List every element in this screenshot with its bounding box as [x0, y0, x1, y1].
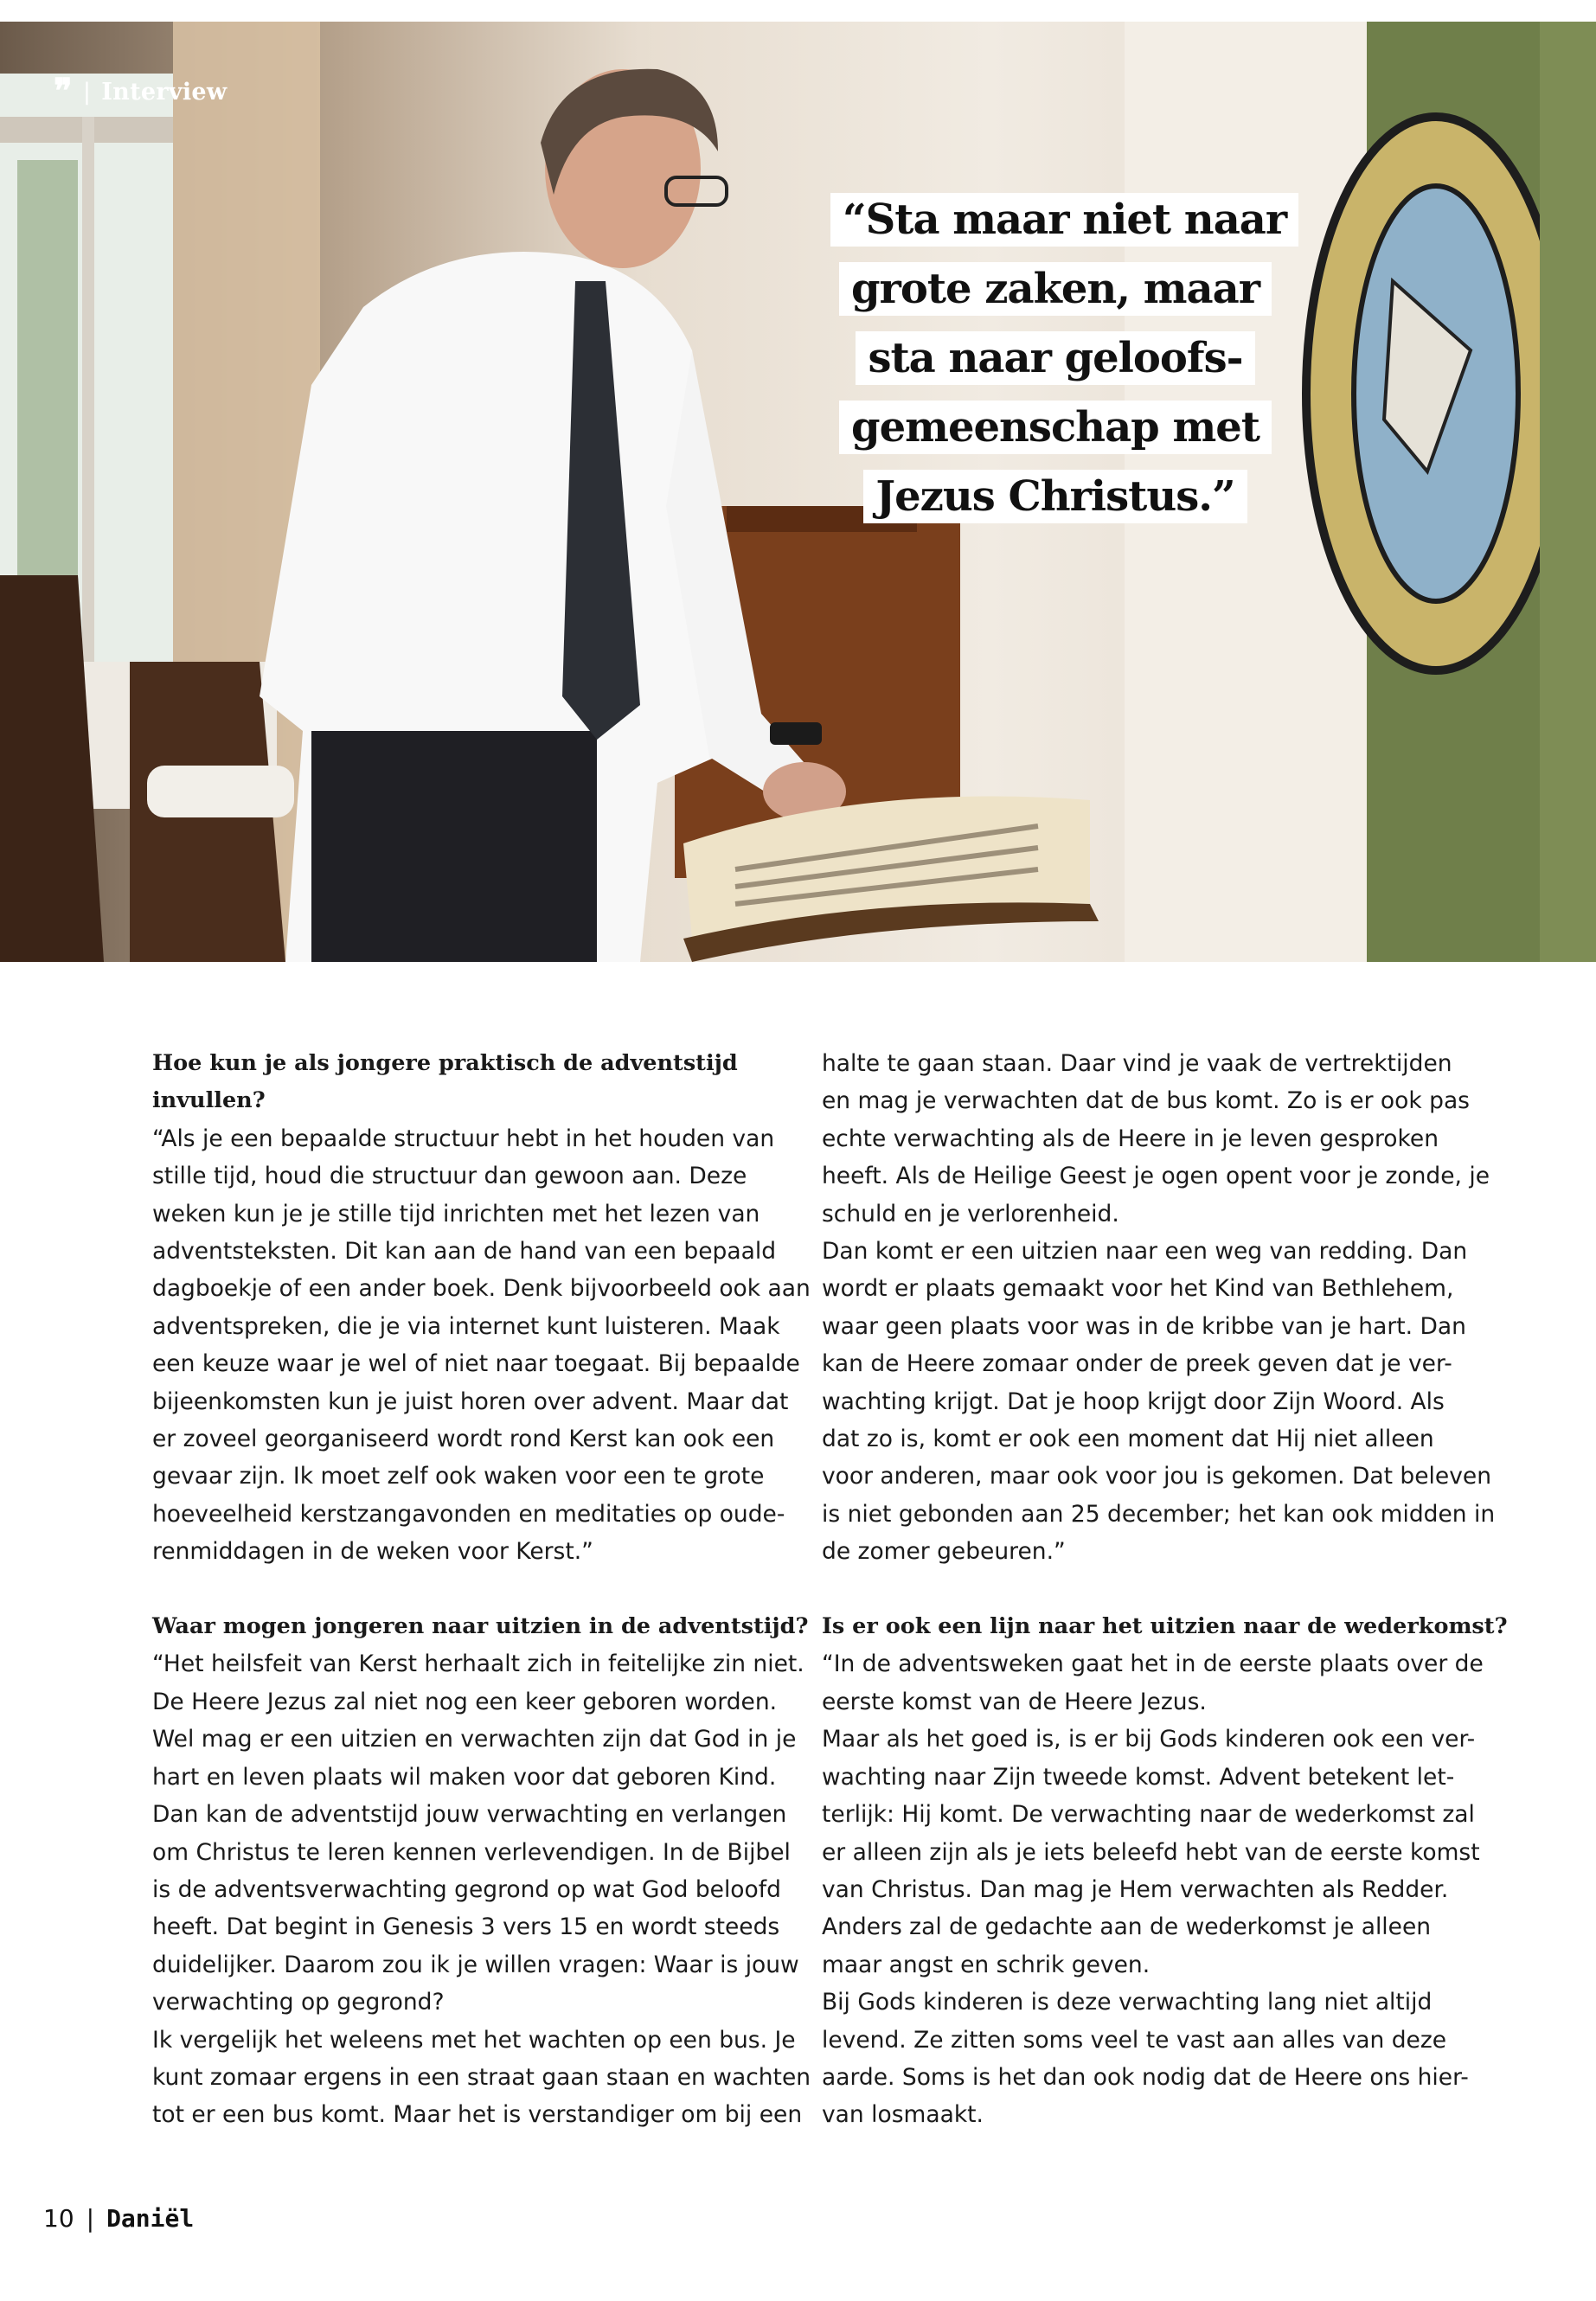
body-line: “In de adventsweken gaat het in de eerste plaats over de: [822, 1650, 1484, 1678]
body-line: Wel mag er een uitzien en verwachten zijn dat God in je: [152, 1726, 797, 1753]
body-line: een keuze waar je wel of niet naar toegaat. Bij bepaalde: [152, 1350, 800, 1378]
hero-photo: [0, 22, 1596, 962]
section-tag-label: Interview: [101, 79, 228, 106]
article-column-left: [152, 1045, 811, 2134]
man-trousers: [311, 731, 597, 962]
section-tag-separator: |: [82, 79, 92, 106]
pull-quote-line: sta naar geloofs-: [856, 331, 1254, 385]
body-line: voor anderen, maar ook voor jou is gekomen. Dat beleven: [822, 1463, 1491, 1490]
body-line: wachting krijgt. Dat je hoop krijgt door Zijn Woord. Als: [822, 1388, 1445, 1415]
body-line: er alleen zijn als je iets beleefd hebt van de eerste komst: [822, 1838, 1480, 1866]
body-line: stille tijd, houd die structuur dan gewoon aan. Deze: [152, 1163, 747, 1190]
body-line: kunt zomaar ergens in een straat gaan staan en wachten: [152, 2063, 811, 2091]
body-line: kan de Heere zomaar onder de preek geven dat je ver-: [822, 1350, 1452, 1378]
body-line: om Christus te leren kennen verlevendigen. In de Bijbel: [152, 1838, 791, 1866]
body-line: en mag je verwachten dat de bus komt. Zo is er ook pas: [822, 1087, 1470, 1115]
pull-quote-line: Jezus Christus.”: [863, 470, 1247, 523]
body-line: “Als je een bepaalde structuur hebt in het houden van: [152, 1125, 775, 1152]
article-column-right: [822, 1045, 1508, 2134]
body-line: dat zo is, komt er ook een moment dat Hij niet alleen: [822, 1426, 1434, 1453]
pull-quote-line: “Sta maar niet naar: [830, 193, 1298, 247]
body-line: duidelijker. Daarom zou ik je willen vragen: Waar is jouw: [152, 1951, 799, 1978]
body-line: adventspreken, die je via internet kunt luisteren. Maak: [152, 1312, 780, 1340]
body-line: Ik vergelijk het weleens met het wachten op een bus. Je: [152, 2026, 796, 2054]
window-mullion: [82, 117, 94, 688]
body-line: halte te gaan staan. Daar vind je vaak de vertrektijden: [822, 1050, 1452, 1077]
body-line: is de adventsverwachting gegrond op wat God beloofd: [152, 1875, 781, 1903]
body-line: hoeveelheid kerstzangavonden en meditaties op oude-: [152, 1500, 785, 1528]
body-line: verwachting op gegrond?: [152, 1989, 445, 2016]
question-heading: Hoe kun je als jongere praktisch de adventstijd: [152, 1050, 738, 1076]
body-line: hart en leven plaats wil maken voor dat geboren Kind.: [152, 1763, 777, 1791]
body-line: De Heere Jezus zal niet nog een keer geboren worden.: [152, 1688, 778, 1715]
body-line: bijeenkomsten kun je juist horen over advent. Maar dat: [152, 1388, 789, 1415]
man-watch: [770, 722, 822, 745]
question-heading: Is er ook een lijn naar het uitzien naar de wederkomst?: [822, 1613, 1508, 1640]
body-line: Dan komt er een uitzien naar een weg van redding. Dan: [822, 1238, 1468, 1266]
body-line: Dan kan de adventstijd jouw verwachting en verlangen: [152, 1801, 787, 1829]
question-heading: Waar mogen jongeren naar uitzien in de adventstijd?: [152, 1613, 809, 1640]
photo-illustration: [0, 22, 1596, 962]
quote-mark-icon: ❞: [54, 70, 73, 112]
magazine-name: Daniël: [106, 2204, 195, 2233]
body-line: van losmaakt.: [822, 2101, 984, 2129]
pull-quote: [830, 188, 1287, 534]
body-line: weken kun je je stille tijd inrichten met het lezen van: [152, 1200, 760, 1227]
section-tag: [54, 70, 228, 112]
body-line: wachting naar Zijn tweede komst. Advent betekent let-: [822, 1763, 1455, 1791]
body-line: Maar als het goed is, is er bij Gods kinderen ook een ver-: [822, 1726, 1476, 1753]
body-line: echte verwachting als de Heere in je leven gesproken: [822, 1125, 1439, 1152]
body-line: er zoveel georganiseerd wordt rond Kerst kan ook een: [152, 1426, 775, 1453]
question-heading: invullen?: [152, 1087, 266, 1114]
body-line: schuld en je verlorenheid.: [822, 1200, 1119, 1227]
body-line: wordt er plaats gemaakt voor het Kind van Bethlehem,: [822, 1275, 1454, 1303]
chair-cushion: [147, 766, 294, 817]
garden-view: [17, 160, 78, 593]
pull-quote-line: grote zaken, maar: [839, 262, 1272, 316]
body-line: “Het heilsfeit van Kerst herhaalt zich in feitelijke zin niet.: [152, 1650, 804, 1678]
body-line: aarde. Soms is het dan ook nodig dat de Heere ons hier-: [822, 2063, 1469, 2091]
page-footer: [43, 2204, 194, 2233]
body-line: waar geen plaats voor was in de kribbe van je hart. Dan: [822, 1312, 1466, 1340]
paragraph-gap: [822, 1571, 1466, 1608]
body-line: terlijk: Hij komt. De verwachting naar de wederkomst zal: [822, 1801, 1475, 1829]
body-line: heeft. Dat begint in Genesis 3 vers 15 en wordt steeds: [152, 1913, 780, 1941]
body-line: is niet gebonden aan 25 december; het kan ook midden in: [822, 1500, 1496, 1528]
footer-separator: |: [86, 2204, 95, 2233]
body-line: adventsteksten. Dit kan aan de hand van een bepaald: [152, 1238, 777, 1266]
body-line: renmiddagen in de weken voor Kerst.”: [152, 1538, 593, 1566]
body-line: dagboekje of een ander boek. Denk bijvoorbeeld ook aan: [152, 1275, 811, 1303]
body-line: maar angst en schrik geven.: [822, 1951, 1151, 1978]
body-line: Bij Gods kinderen is deze verwachting lang niet altijd: [822, 1989, 1433, 2016]
body-line: tot er een bus komt. Maar het is verstandiger om bij een: [152, 2101, 803, 2129]
body-line: gevaar zijn. Ik moet zelf ook waken voor een te grote: [152, 1463, 765, 1490]
body-line: eerste komst van de Heere Jezus.: [822, 1688, 1207, 1715]
stained-glass-border: [1540, 22, 1596, 962]
pull-quote-line: gemeenschap met: [839, 401, 1272, 454]
page-number: 10: [43, 2204, 74, 2233]
body-line: heeft. Als de Heilige Geest je ogen opent voor je zonde, je: [822, 1163, 1490, 1190]
body-line: levend. Ze zitten soms veel te vast aan alles van deze: [822, 2026, 1447, 2054]
body-line: Anders zal de gedachte aan de wederkomst je alleen: [822, 1913, 1432, 1941]
body-line: de zomer gebeuren.”: [822, 1538, 1066, 1566]
body-line: van Christus. Dan mag je Hem verwachten als Redder.: [822, 1875, 1449, 1903]
paragraph-gap: [152, 1571, 797, 1608]
